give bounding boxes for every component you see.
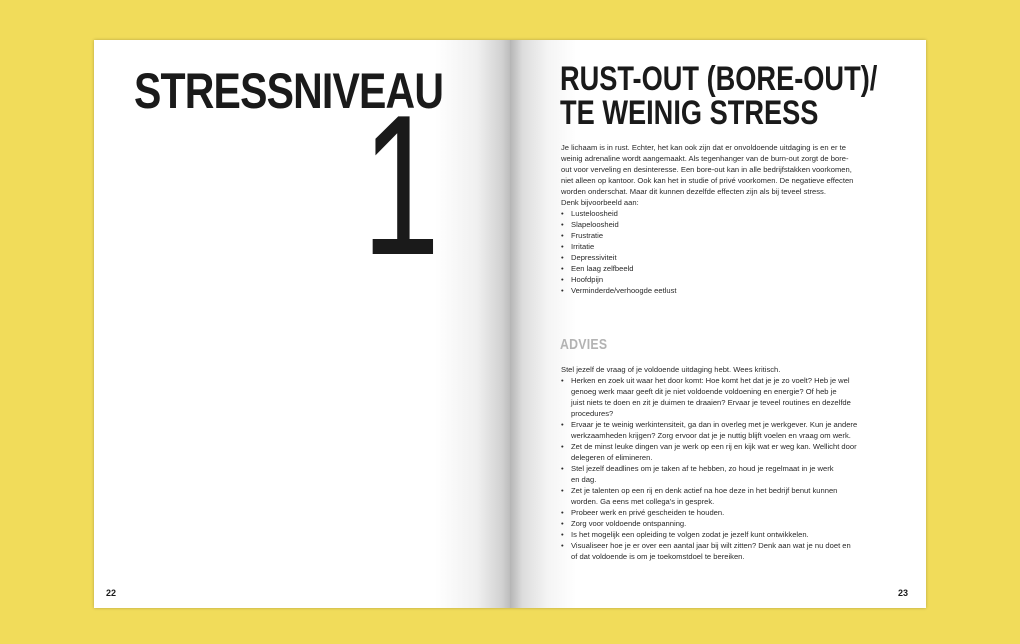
right-page xyxy=(510,40,926,608)
list-item xyxy=(571,507,889,518)
list-item xyxy=(571,518,889,529)
advice-line: juist niets te doen en zit je duimen te draaien? Ervaar je teveel routines en dezelfde xyxy=(571,398,851,407)
intro-line: Je lichaam is in rust. Echter, het kan ook zijn dat er onvoldoende uitdaging is en er te xyxy=(561,143,846,152)
book-spread xyxy=(94,40,926,608)
list-item xyxy=(571,419,889,441)
intro-line: worden onderschat. Maar dit kunnen dezelfde effecten zijn als bij teveel stress. xyxy=(561,187,826,196)
list-item xyxy=(571,463,889,485)
list-item xyxy=(571,540,889,562)
section-title xyxy=(560,62,877,130)
advice-intro: Stel jezelf de vraag of je voldoende uitdaging hebt. Wees kritisch. xyxy=(561,365,781,374)
advice-line: Zet de minst leuke dingen van je werk op een rij en kijk wat er weg kan. Wellicht door xyxy=(571,442,857,451)
advice-line: genoeg werk maar geeft dit je niet voldoende voldoening en energie? Of heb je xyxy=(571,387,837,396)
advice-list xyxy=(561,375,889,562)
advice-heading: ADVIES xyxy=(560,336,608,353)
advice-line: Stel jezelf deadlines om je taken af te hebben, zo houd je regelmaat in je werk xyxy=(571,464,834,473)
list-item xyxy=(571,441,889,463)
list-item xyxy=(571,529,889,540)
left-page xyxy=(94,40,510,608)
chapter-title: STRESSNIVEAU xyxy=(134,63,444,119)
intro-line: out voor verveling en desinteresse. Een bore-out kan in alle bedrijfstakken voorkomen, xyxy=(561,165,852,174)
section-title-line-2: TE WEINIG STRESS xyxy=(560,94,819,132)
list-item: • Een laag zelfbeeld xyxy=(571,263,889,274)
list-item xyxy=(571,375,889,419)
stress-level-number: 1 xyxy=(362,74,440,297)
list-item: • Depressiviteit xyxy=(571,252,889,263)
advice-line: Visualiseer hoe je er over een aantal jaar bij wilt zitten? Denk aan wat je nu doet en xyxy=(571,541,851,550)
advice-line: en dag. xyxy=(571,475,597,484)
advice-line: worden. Ga eens met collega's in gesprek. xyxy=(571,497,715,506)
list-item xyxy=(571,485,889,507)
list-item: • Hoofdpijn xyxy=(571,274,889,285)
advice-line: of dat voldoende is om je toekomstdoel te bereiken. xyxy=(571,552,745,561)
intro-line: weinig adrenaline wordt aangemaakt. Als tegenhanger van de burn-out zorgt de bore- xyxy=(561,154,849,163)
list-item: • Verminderde/verhoogde eetlust xyxy=(571,285,889,296)
list-item: • Lusteloosheid xyxy=(571,208,889,219)
list-item: • Slapeloosheid xyxy=(571,219,889,230)
advice-line: Probeer werk en privé gescheiden te houden. xyxy=(571,508,725,517)
advice-line: Is het mogelijk een opleiding te volgen zodat je jezelf kunt ontwikkelen. xyxy=(571,530,809,539)
advice-line: Herken en zoek uit waar het door komt: Hoe komt het dat je je zo voelt? Heb je wel xyxy=(571,376,850,385)
advice-line: Ervaar je te weinig werkintensiteit, ga dan in overleg met je werkgever. Kun je andere xyxy=(571,420,858,429)
advice-line: Zet je talenten op een rij en denk actief na hoe deze in het bedrijf benut kunnen xyxy=(571,486,838,495)
intro-line: Denk bijvoorbeeld aan: xyxy=(561,198,639,207)
section-title-line-1: RUST-OUT (BORE-OUT)/ xyxy=(560,60,878,98)
symptom-list xyxy=(561,208,889,296)
intro-text xyxy=(561,142,889,296)
advice-line: Zorg voor voldoende ontspanning. xyxy=(571,519,687,528)
advice-line: delegeren of elimineren. xyxy=(571,453,653,462)
list-item: • Irritatie xyxy=(571,241,889,252)
page-number-left: 22 xyxy=(106,588,117,598)
advice-line: procedures? xyxy=(571,409,614,418)
intro-line: niet alleen op kantoor. Ook kan het in studie of privé voorkomen. De negatieve effecten xyxy=(561,176,854,185)
advice-line: werkzaamheden krijgen? Zorg ervoor dat je je nuttig blijft voelen en vraag om werk. xyxy=(571,431,851,440)
page-number-right: 23 xyxy=(897,588,908,598)
list-item: • Frustratie xyxy=(571,230,889,241)
advice-text xyxy=(561,364,889,562)
intro-paragraph xyxy=(561,142,889,208)
